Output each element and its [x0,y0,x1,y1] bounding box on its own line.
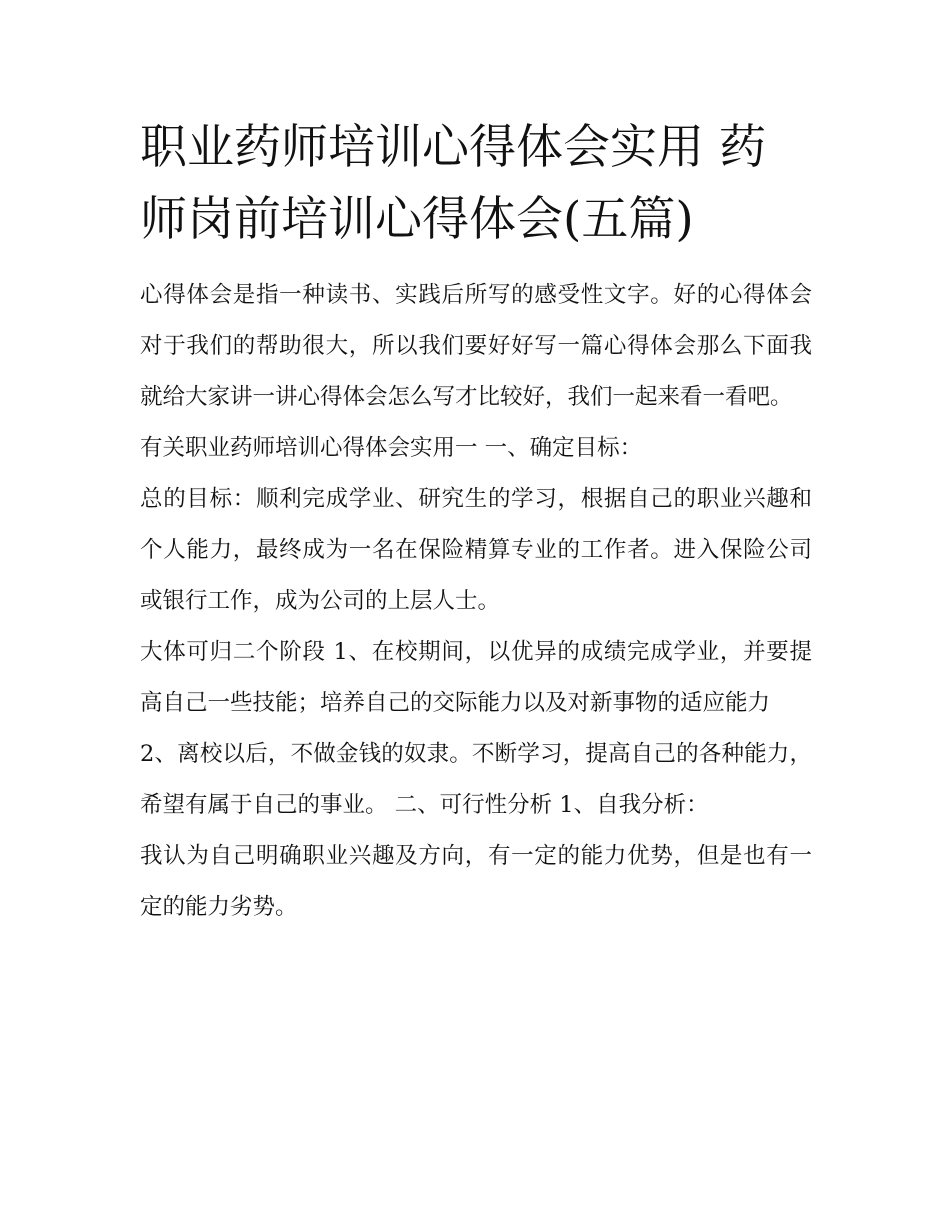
paragraph-self-analysis: 我认为自己明确职业兴趣及方向，有一定的能力优势，但是也有一定的能力劣势。 [140,843,812,920]
paragraph-overall-goal: 总的目标：顺利完成学业、研究生的学习，根据自己的职业兴趣和个人能力，最终成为一名在保险精算专业的工作者。进入保险公司或银行工作，成为公司的上层人士。 [140,486,812,614]
document-page [140,112,812,933]
document-title: 职业药师培训心得体会实用 药师岗前培训心得体会(五篇) [140,120,766,247]
paragraph-stage-two: 2、离校以后，不做金钱的奴隶。不断学习，提高自己的各种能力，希望有属于自己的事业。 二、可行性分析 1、自我分析： [140,741,812,818]
paragraph-stage-one: 大体可归二个阶段 1、在校期间，以优异的成绩完成学业，并要提高自己一些技能；培养自己的交际能力以及对新事物的适应能力 [140,639,812,716]
document-body [140,270,812,933]
paragraph-section-heading: 有关职业药师培训心得体会实用一 一、确定目标： [140,435,643,461]
paragraph-intro: 心得体会是指一种读书、实践后所写的感受性文字。好的心得体会对于我们的帮助很大，所以我们要好好写一篇心得体会那么下面我就给大家讲一讲心得体会怎么写才比较好，我们一起来看一看吧。 [140,282,812,410]
